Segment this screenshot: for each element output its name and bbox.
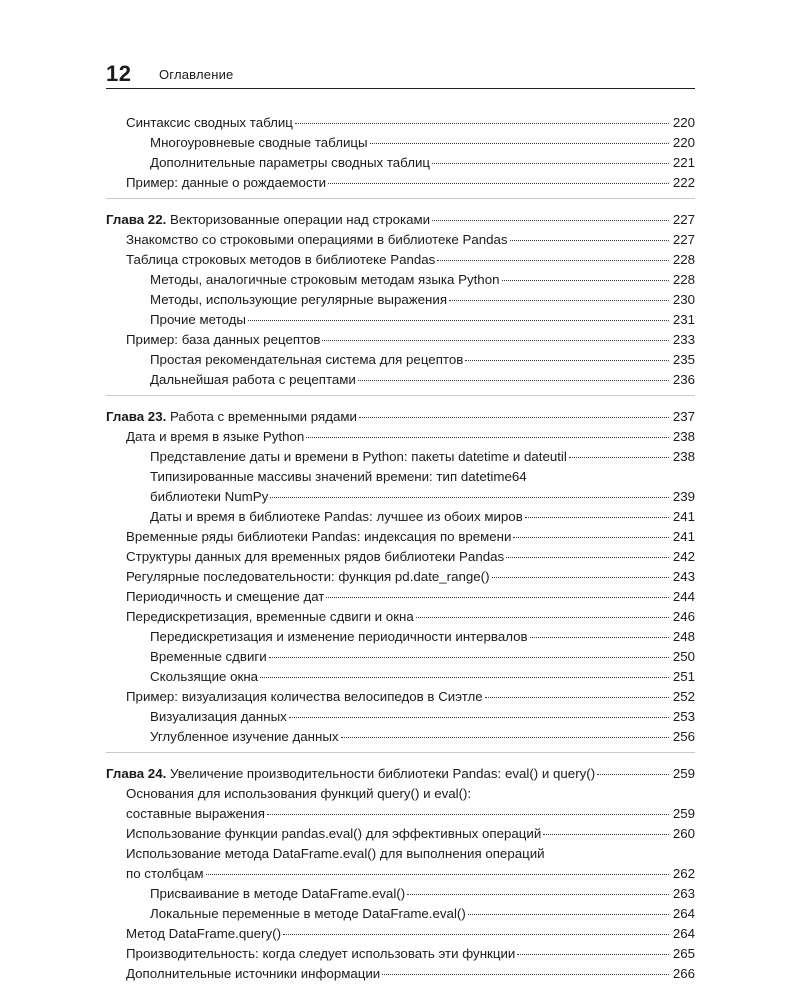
toc-entry[interactable]: [106, 607, 695, 627]
toc-page-number: 238: [672, 429, 695, 444]
dot-leader: [502, 280, 670, 281]
toc-entry[interactable]: [106, 310, 695, 330]
dot-leader: [382, 974, 669, 975]
toc-page-number: 264: [672, 906, 695, 921]
toc-page-number: 236: [672, 372, 695, 387]
toc-entry-title: Использование функции pandas.eval() для эффективных операций: [126, 826, 542, 841]
page-header: [106, 58, 695, 89]
dot-leader: [530, 637, 669, 638]
dot-leader: [269, 657, 669, 658]
toc-entry[interactable]: [106, 487, 695, 507]
toc-entry-title: Производительность: когда следует использовать эти функции: [126, 946, 516, 961]
dot-leader: [306, 437, 669, 438]
toc-entry-title: [106, 407, 357, 427]
toc-page-number: 221: [672, 155, 695, 170]
dot-leader: [468, 914, 669, 915]
toc-entry-title: Прочие методы: [150, 312, 246, 327]
dot-leader: [267, 814, 669, 815]
toc-entry-title: Знакомство со строковыми операциями в библиотеке Pandas: [126, 232, 508, 247]
toc-entry[interactable]: [106, 864, 695, 884]
toc-page-number: 256: [672, 729, 695, 744]
toc-page-number: 228: [672, 272, 695, 287]
toc-entry[interactable]: [106, 627, 695, 647]
toc-entry[interactable]: [106, 427, 695, 447]
dot-leader: [295, 123, 669, 124]
toc-entry-title: Регулярные последовательности: функция pd.date_range(): [126, 569, 490, 584]
toc-entry[interactable]: [106, 173, 695, 193]
chapter-title: Работа с временными рядами: [166, 409, 357, 424]
toc-page-number: 228: [672, 252, 695, 267]
toc-entry-title: Дата и время в языке Python: [126, 429, 305, 444]
toc-entry[interactable]: [106, 687, 695, 707]
toc-page-number: 233: [672, 332, 695, 347]
toc-page-number: 251: [672, 669, 695, 684]
dot-leader: [370, 143, 669, 144]
dot-leader: [270, 497, 669, 498]
toc-chapter-entry[interactable]: [106, 764, 695, 784]
toc-entry-title: Передискретизация и изменение периодичности интервалов: [150, 629, 528, 644]
toc-entry-title: Структуры данных для временных рядов библиотеки Pandas: [126, 549, 505, 564]
toc-page-number: 230: [672, 292, 695, 307]
toc-entry-title: Методы, аналогичные строковым методам языка Python: [150, 272, 500, 287]
toc-page-number: 242: [672, 549, 695, 564]
toc-page-number: 266: [672, 966, 695, 981]
toc-page-number: 265: [672, 946, 695, 961]
dot-leader: [416, 617, 669, 618]
toc-entry-title: Дальнейшая работа с рецептами: [150, 372, 356, 387]
chapter-label: Глава 23.: [106, 409, 167, 424]
toc-page-number: 244: [672, 589, 695, 604]
toc-chapter-entry[interactable]: [106, 210, 695, 230]
chapter-label: Глава 24.: [106, 766, 167, 781]
toc-entry-title: Присваивание в методе DataFrame.eval(): [150, 886, 406, 901]
toc-entry-title: Основания для использования функций query() и eval():: [126, 786, 472, 801]
toc-page-number: 227: [672, 212, 695, 227]
toc-entry[interactable]: [106, 924, 695, 944]
toc-page-number: 259: [672, 766, 695, 781]
dot-leader: [597, 774, 669, 775]
toc-page-number: 238: [672, 449, 695, 464]
toc-page-number: 235: [672, 352, 695, 367]
toc-entry[interactable]: [106, 153, 695, 173]
toc-entry[interactable]: [106, 587, 695, 607]
toc-entry[interactable]: [106, 330, 695, 350]
toc-entry[interactable]: [106, 904, 695, 924]
dot-leader: [492, 577, 669, 578]
toc-page-number: 243: [672, 569, 695, 584]
toc-page-number: 220: [672, 135, 695, 150]
toc-entry[interactable]: [106, 884, 695, 904]
dot-leader: [432, 220, 669, 221]
toc-page-number: 248: [672, 629, 695, 644]
toc-page-number: 252: [672, 689, 695, 704]
toc-page-number: 259: [672, 806, 695, 821]
toc-entry[interactable]: [106, 467, 695, 487]
toc-page-number: 246: [672, 609, 695, 624]
toc-section: [106, 764, 695, 984]
toc-entry[interactable]: [106, 804, 695, 824]
toc-entry-title: Даты и время в библиотеке Pandas: лучшее из обоих миров: [150, 509, 523, 524]
toc-entry-title: Простая рекомендательная система для рецептов: [150, 352, 464, 367]
toc-entry[interactable]: [106, 447, 695, 467]
toc-section: [106, 210, 695, 396]
toc-entry-title: Представление даты и времени в Python: пакеты datetime и dateutil: [150, 449, 567, 464]
toc-entry-title: Метод DataFrame.query(): [126, 926, 281, 941]
dot-leader: [328, 183, 669, 184]
toc-entry-title: Таблица строковых методов в библиотеке Pandas: [126, 252, 436, 267]
toc-entry[interactable]: [106, 944, 695, 964]
toc-entry-title: Типизированные массивы значений времени: тип datetime64: [150, 469, 527, 484]
toc-page-number: 250: [672, 649, 695, 664]
toc-entry-title: по столбцам: [126, 866, 204, 881]
toc-entry[interactable]: [106, 727, 695, 747]
page-number: 12: [106, 61, 132, 86]
dot-leader: [283, 934, 669, 935]
toc-entry[interactable]: [106, 290, 695, 310]
dot-leader: [341, 737, 669, 738]
toc-page-number: 222: [672, 175, 695, 190]
dot-leader: [513, 537, 669, 538]
dot-leader: [543, 834, 669, 835]
toc-entry-title: Локальные переменные в методе DataFrame.eval(): [150, 906, 466, 921]
toc-page-number: 260: [672, 826, 695, 841]
dot-leader: [260, 677, 669, 678]
running-title: Оглавление: [159, 67, 234, 82]
toc-entry[interactable]: [106, 350, 695, 370]
toc-entry[interactable]: [106, 647, 695, 667]
dot-leader: [525, 517, 669, 518]
toc-entry[interactable]: [106, 133, 695, 153]
toc-entry[interactable]: [106, 667, 695, 687]
dot-leader: [206, 874, 669, 875]
dot-leader: [289, 717, 669, 718]
section-divider: [106, 395, 695, 396]
toc-entry[interactable]: [106, 964, 695, 984]
dot-leader: [359, 417, 669, 418]
toc-entry-title: [106, 210, 430, 230]
toc-entry-title: Скользящие окна: [150, 669, 259, 684]
toc-entry[interactable]: [106, 707, 695, 727]
chapter-title: Векторизованные операции над строками: [166, 212, 431, 227]
toc-entry[interactable]: [106, 507, 695, 527]
dot-leader: [449, 300, 669, 301]
dot-leader: [437, 260, 669, 261]
dot-leader: [569, 457, 669, 458]
dot-leader: [358, 380, 669, 381]
toc-entry-title: Периодичность и смещение дат: [126, 589, 325, 604]
toc-page-number: 237: [672, 409, 695, 424]
toc-entry[interactable]: [106, 567, 695, 587]
toc-entry-title: Пример: база данных рецептов: [126, 332, 321, 347]
dot-leader: [432, 163, 669, 164]
dot-leader: [322, 340, 669, 341]
toc-entry[interactable]: [106, 844, 695, 864]
toc-entry[interactable]: [106, 270, 695, 290]
toc-page-number: 231: [672, 312, 695, 327]
chapter-label: Глава 22.: [106, 212, 167, 227]
toc-entry-title: Временные ряды библиотеки Pandas: индексация по времени: [126, 529, 512, 544]
toc-page-number: 220: [672, 115, 695, 130]
toc-page-number: 241: [672, 529, 695, 544]
toc-page-number: 227: [672, 232, 695, 247]
toc-chapter-entry[interactable]: [106, 407, 695, 427]
toc-entry-title: Дополнительные параметры сводных таблиц: [150, 155, 430, 170]
toc-entry-title: Пример: данные о рождаемости: [126, 175, 327, 190]
toc-entry-title: Углубленное изучение данных: [150, 729, 339, 744]
toc-page-number: 263: [672, 886, 695, 901]
section-divider: [106, 198, 695, 199]
toc-page-number: 241: [672, 509, 695, 524]
toc-section: [106, 407, 695, 753]
toc-entry[interactable]: [106, 113, 695, 133]
toc-entry-title: Дополнительные источники информации: [126, 966, 381, 981]
toc-page-number: 239: [672, 489, 695, 504]
toc-page-number: 253: [672, 709, 695, 724]
toc-entry[interactable]: [106, 547, 695, 567]
toc-entry[interactable]: [106, 230, 695, 250]
toc-entry[interactable]: [106, 527, 695, 547]
toc-entry[interactable]: [106, 824, 695, 844]
toc-entry-title: библиотеки NumPy: [150, 489, 269, 504]
toc-entry[interactable]: [106, 250, 695, 270]
table-of-contents: [106, 113, 695, 984]
toc-entry-title: Визуализация данных: [150, 709, 287, 724]
toc-entry-title: [106, 764, 595, 784]
toc-entry-title: Временные сдвиги: [150, 649, 267, 664]
toc-entry-title: Передискретизация, временные сдвиги и окна: [126, 609, 414, 624]
toc-entry-title: Синтаксис сводных таблиц: [126, 115, 293, 130]
toc-entry-title: составные выражения: [126, 806, 265, 821]
toc-page-number: 262: [672, 866, 695, 881]
dot-leader: [465, 360, 669, 361]
dot-leader: [506, 557, 669, 558]
dot-leader: [517, 954, 669, 955]
toc-page-number: 264: [672, 926, 695, 941]
section-divider: [106, 752, 695, 753]
chapter-title: Увеличение производительности библиотеки Pandas: eval() и query(): [166, 766, 596, 781]
toc-entry-title: Использование метода DataFrame.eval() для выполнения операций: [126, 846, 545, 861]
toc-section: [106, 113, 695, 199]
toc-entry-title: Методы, использующие регулярные выражения: [150, 292, 448, 307]
dot-leader: [485, 697, 669, 698]
dot-leader: [510, 240, 669, 241]
toc-entry[interactable]: [106, 370, 695, 390]
dot-leader: [248, 320, 669, 321]
dot-leader: [407, 894, 669, 895]
toc-entry[interactable]: [106, 784, 695, 804]
toc-entry-title: Пример: визуализация количества велосипедов в Сиэтле: [126, 689, 483, 704]
dot-leader: [326, 597, 669, 598]
toc-entry-title: Многоуровневые сводные таблицы: [150, 135, 368, 150]
